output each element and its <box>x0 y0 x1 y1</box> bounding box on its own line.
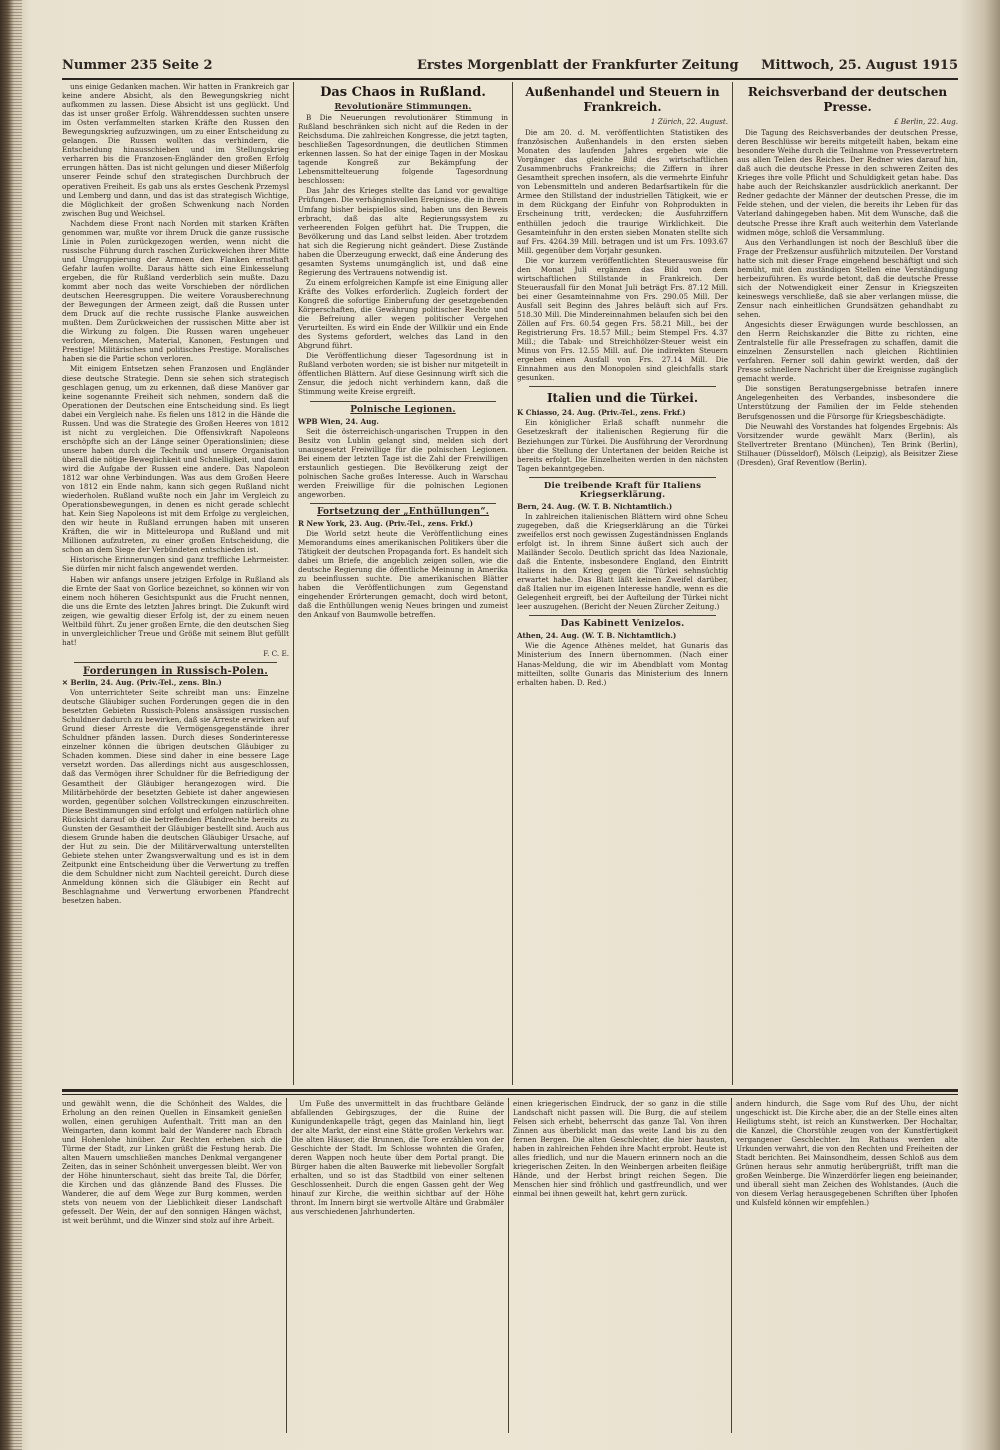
article-dateline: WPB Wien, 24. Aug. <box>298 416 379 426</box>
article-headline: Polnische Legionen. <box>350 404 456 415</box>
column-rule <box>732 82 733 1085</box>
article-paragraph: Seit die österreichisch-ungarischen Truppen in den Besitz von Lublin gelangt sind, melden sich dort unausgesetzt Freiwillige für die polnischen Legionen. Bei einem der letzten Tage ist die Zahl der Freiwilligen erstaunlich gestiegen. Die Bevölkerung zeigt der polnischen Sache großes Interesse. Auch in Warschau werden Freiwillige für die polnischen Legionen angeworben. <box>298 426 508 499</box>
column-1 <box>62 82 289 1082</box>
feuilleton-text: Um Fuße des unvermittelt in das fruchtbare Gelände abfallenden Gebirgszuges, der die Ruine der Kunigundenkapelle trägt, gegen das Mainland hin, liegt der alte Markt, der einst eine Stätte großen Verkehrs war. Die alten Häuser, die Brunnen, die Tore erzählen von der Geschichte der Stadt. Im Schlosse wohnten die Grafen, deren Wappen noch heute über dem Portal prangt. Die Bürger haben die alten Bauwerke mit liebevoller Sorgfalt erhalten, und so ist das Stadtbild von einer seltenen Geschlossenheit. Durch die engen Gassen geht der Weg hinauf zur Kirche, die weithin sichtbar auf der Höhe thront. Im Innern birgt sie wertvolle Altäre und Grabmäler aus verschiedenen Jahrhunderten. <box>291 1099 504 1216</box>
article-dateline: ✕ Berlin, 24. Aug. (Priv.-Tel., zens. Bln.) <box>62 678 222 687</box>
section-divider <box>529 477 716 478</box>
article-headline: Forderungen in Russisch-Polen. <box>83 665 268 677</box>
article-dateline: K Chiasso, 24. Aug. (Priv.-Tel., zens. Frkf.) <box>517 408 686 418</box>
section-divider <box>74 662 277 663</box>
article-paragraph: Haben wir anfangs unsere jetzigen Erfolge in Rußland als die Ernte der Saat von Gorlice bezeichnet, so können wir von einem noch höheren Gesichtspunkt aus die Frucht nennen, die uns die Ernte des letzten Jahres bringt. Die Zukunft wird zeigen, wie gewaltig dieser Erfolg ist, der zu einem neuen Weltbild führt. Zu jener großen Ernte, die den deutschen Sieg in unvergleichlicher Treue und Größe mit seinem Blut gefüllt hat! <box>62 574 289 647</box>
article-paragraph: Wie die Agence Athènes meldet, hat Gunaris das Ministerium des Innern übernommen. (Nach einer Hanas-Meldung, die wir im Abendblatt vom Montag mitteilten, sollte Gunaris das Ministerium des Innern erhalten haben. D. Red.) <box>517 641 728 687</box>
article-paragraph: Die am 20. d. M. veröffentlichten Statistiken des französischen Außenhandels in den ersten sieben Monaten des laufenden Jahres ergeben wie die Vorgänger das gleiche Bild des wirtschaftlichen Zusammenbruchs Frankreichs; die Ziffern in ihrer Gesamtheit sprechen insofern, als die vermehrte Einfuhr von Lebensmitteln und anderen Bedarfsartikeln für die Armee den Stillstand der industriellen Tätigkeit, wie er in dem Rückgang der Einfuhr von Rohprodukten in Erscheinung tritt, verdecken; die Ausfuhrziffern enthüllen jedoch die traurige Wirklichkeit. Die Gesamteinfuhr in den ersten sieben Monaten stellte sich auf Frs. 4264.39 Mill. betragen und ist um Frs. 1093.67 Mill. gegenüber dem Vorjahr gesunken. <box>517 128 728 255</box>
book-gutter <box>0 0 22 1450</box>
article-paragraph: Die Neuwahl des Vorstandes hat folgendes Ergebnis: Als Vorsitzender wurde gewählt Marx (Berlin), als Stellvertreter Brentano (München), Ten Brink (Berlin), Stilhauer (Düsseldorf), Mölsch (Leipzig), als Beisitzer Ziese (Dresden), Graf Reventlow (Berlin). <box>737 421 958 467</box>
article-headline: Reichsverband der deutschen Presse. <box>747 85 948 114</box>
article-paragraph: Die World setzt heute die Veröffentlichung eines Memorandums eines amerikanischen Politikers über die Tätigkeit der deutschen Propaganda fort. Es handelt sich dabei um Briefe, die angeblich zeigen sollen, wie die deutsche Regierung die öffentliche Meinung in Amerika zu beeinflussen suchte. Die amerikanischen Blätter haben die Veröffentlichungen zum Gegenstand eingehender Erörterungen gemacht, doch wird betont, daß die Enthüllungen wenig Neues bringen und zumeist den Ankauf von Baumwolle betreffen. <box>298 529 508 620</box>
article-headline: Italien und die Türkei. <box>546 391 699 406</box>
article-dateline: R New York, 23. Aug. (Priv.-Tel., zens. Frkf.) <box>298 519 474 529</box>
article-paragraph: Nachdem diese Front nach Norden mit starken Kräften genommen war, mußte vor ihrem Druck die ganze russische Linie in Polen zurückgezogen werden, wenn nicht die russische Führung durch raschen Zurückweichen ihrer Mitte und Umgruppierung der Armeen den Flanken ernsthaft Gefahr laufen wollte. Daraus hätte sich eine Einkesselung ergeben, die für Rußland verderblich sein mußte. Dazu kommt aber noch das weite Vorschieben der nördlichen deutschen Heeresgruppen. Die weitere Vorausberechnung der Bewegungen der Armeen zeigt, daß die Russen unter dem Druck auf die rechte russische Flanke ausweichen mußten. Dem Zurückweichen der russischen Mitte aber ist die Wirkung zu folgen. Die Russen waren ungeheuer verloren, Menschen, Material, Kanonen, Festungen und Prestige! Militärisches und politisches Prestige. Moralisches haben sie die Partie schon verloren. <box>62 218 289 364</box>
page-number: Nummer 235 Seite 2 <box>62 58 213 73</box>
author-initials: F. C. E. <box>263 648 289 658</box>
article-paragraph: Ein königlicher Erlaß schafft nunmehr die Gesetzeskraft der italienischen Regierung für die Beziehungen zur Türkei. Die Ausführung der Verordnung über die Stellung der Untertanen der beiden Reiche ist bereits erfolgt. Die Einzelheiten werden in den nächsten Tagen bekanntgegeben. <box>517 418 728 473</box>
article-headline: Das Chaos in Rußland. <box>320 85 486 100</box>
article-dateline: 1 Zürich, 22. August. <box>650 117 728 126</box>
feuilleton-rule-thin <box>62 1094 958 1095</box>
section-divider <box>529 615 716 616</box>
issue-date: Mittwoch, 25. August 1915 <box>761 58 958 73</box>
feuilleton-text: und gewählt wenn, die die Schönheit des Waldes, die Erholung an den reinen Quellen in Einsamkeit genießen wollen, einen geruhigen Aufenthalt. Tritt man an den Weingarten, dann kommt bald der Wanderer nach Ebrach und Hohenlohe hinüber. Zur Rechten erheben sich die Türme der Stadt, zur Linken grüßt die Festung herab. Die alten Mauern umschließen manches Denkmal vergangener Zeiten, das in seiner Schönheit unvergessen bleibt. Wer von der Höhe hinunterschaut, sieht das breite Tal, die Dörfer, die Kirchen und das glänzende Band des Flusses. Die Wanderer, die auf dem Wege zur Burg kommen, werden stets von neuem von der Lieblichkeit dieser Landschaft gefesselt. Der Wein, der auf den sonnigen Hängen wächst, ist weit berühmt, und die Winzer sind stolz auf ihre Arbeit. <box>62 1099 282 1225</box>
article-paragraph: Das Jahr des Krieges stellte das Land vor gewaltige Prüfungen. Die verhängnisvollen Ereignisse, die in ihrem Umfang bisher beispiellos sind, haben uns den Beweis erbracht, daß das alte Regierungssystem zu verheerenden Folgen geführt hat. Die Truppen, die Bevölkerung und das Land selbst leiden. Aber trotzdem hat sich die Regierung nicht geändert. Diese Zustände haben die Überzeugung erweckt, daß eine Änderung des gesamten Systems unumgänglich ist, und daß eine Regierung des Vertrauens notwendig ist. <box>298 186 508 277</box>
article-dateline: £ Berlin, 22. Aug. <box>893 117 958 126</box>
article-paragraph: Die Veröffentlichung dieser Tagesordnung ist in Rußland verboten worden; sie ist bisher nur mitgeteilt in öffentlichen Blättern. Auf diese Gesinnung wirft sich die Zensur, die jedoch nicht verhindern kann, daß die Stimmung weite Kreise ergreift. <box>298 351 508 397</box>
article-paragraph: Mit einigem Entsetzen sehen Franzosen und Engländer diese deutsche Strategie. Denn sie sehen sich strategisch geschlagen genug, um zu erkennen, daß diese Manöver gar keine sogenannte Freiheit sich nehmen, sondern daß die Operationen der Deutschen eine Entscheidung sind. Es liegt dabei ein Vergleich nahe. Es fielen uns 1812 in die Hände die Russen. Und was die Strategie des Großen Heeres von 1812 ist nicht zu vergleichen. Die Offensivkraft Napoleons erschöpfte sich an der Länge seiner Operationslinien; diese unsere haben durch die Technik und unsere Organisation überall die nötige Beweglichkeit und Schnelligkeit, und damit wird die Aufgabe der Russen eine andere. Das Napoleon 1812 war ohne Verbindungen. Was aus dem Großen Heere von 1812 ein Ende nahm, kann sich gegen Rußland nicht wiederholen. Rußland wußte noch ein Jahr im Vergleich zu Operationsbewegungen, in denen es nicht gerade schlecht hat. Kein Sieg Napoleons ist mit dem Erfolge zu vergleichen, den wir heute in Rußland errungen haben mit unseren Kräften, die wir in Mitteleuropa und Rußland und mit Millionen aufzutreten, zu einer großen Entscheidung, die schon an dem Siege der Verbündeten entschieden ist. <box>62 364 289 555</box>
article-paragraph: B Die Neuerungen revolutionärer Stimmung in Rußland beschränken sich nicht auf die Reden in der Reichsduma. Die zahlreichen Kongresse, die jetzt tagten, beschließen Tagesordnungen, die deutlichen Stimmen erkennen lassen. So hat der einige Tagen in der Moskau tagende Kongreß zur Bekämpfung der Lebensmittelteuerung folgende Tagesordnung beschlossen: <box>298 113 508 186</box>
column-4 <box>737 82 958 1082</box>
feuilleton-column-3 <box>513 1099 727 1433</box>
article-headline: Fortsetzung der „Enthüllungen“. <box>316 506 490 517</box>
article-paragraph: Zu einem erfolgreichen Kampfe ist eine Einigung aller Kräfte des Volkes erforderlich. Zugleich fordert der Kongreß die sofortige Einberufung der gesetzgebenden Körperschaften, die Gewährung politischer Rechte und die Befreiung aller wegen politischer Vergehen Verurteilten. Es wird ein Ende der Willkür und ein Ende des Systems gefordert, welches das Land in den Abgrund führt. <box>298 277 508 351</box>
column-2 <box>298 82 508 1082</box>
header-rule <box>62 78 958 80</box>
feuilleton-column-2 <box>291 1099 504 1433</box>
article-paragraph: Angesichts dieser Erwägungen wurde beschlossen, an den Herrn Reichskanzler die Bitte zu richten, eine Zentralstelle für alle Pressefragen zu schaffen, damit die einzelnen Zensurstellen nach gleichen Richtlinien verfahren. Ferner soll dahin gewirkt werden, daß der Presse schnellere Nachricht über die Ereignisse zugänglich gemacht werde. <box>737 320 958 384</box>
feuilleton-text: einen kriegerischen Eindruck, der so ganz in die stille Landschaft nicht passen will. Die Burg, die auf steilem Felsen sich erhebt, beherrscht das ganze Tal. Von ihren Zinnen aus überblickt man das weite Land bis zu den fernen Bergen. Die alten Geschlechter, die hier hausten, haben in zahlreichen Fehden ihre Macht erprobt. Heute ist alles friedlich, und nur die Mauern erinnern noch an die kriegerischen Zeiten. In den Weinbergen arbeiten fleißige Hände, und der Herbst bringt reichen Segen. Die Menschen hier sind fröhlich und gastfreundlich, und wer einmal bei ihnen geweilt hat, kehrt gern zurück. <box>513 1099 727 1198</box>
feuilleton-text: andern hindurch, die Sage vom Ruf des Uhu, der nicht ungeschickt ist. Die Kirche aber, die an der Stelle eines alten Heiligtums steht, ist reich an Kunstwerken. Der Hochaltar, die Kanzel, die Chorstühle zeugen von der Kunstfertigkeit vergangener Geschlechter. Im Rathaus werden alte Urkunden verwahrt, die von den Rechten und Freiheiten der Stadt berichten. Bei Mainsondheim, dessen Schloß aus dem Grünen heraus sehr anmutig herübergrüßt, trifft man die großen Weinberge. Die Winzerdörfer liegen eng beieinander, und überall sieht man Zeichen des Wohlstandes. (Auch die von diesem Verlag herausgegebenen Schriften über Iphofen und Kulsfeld können wir empfehlen.) <box>736 1099 958 1207</box>
article-subhead: Revolutionäre Stimmungen. <box>334 101 472 111</box>
feuilleton-rule <box>62 1089 958 1092</box>
section-divider <box>529 386 716 387</box>
article-paragraph: Aus den Verhandlungen ist noch der Beschluß über die Frage der Preßzensur ausführlich mitzuteilen. Der Vorstand hatte sich mit dieser Frage eingehend beschäftigt und sich bemüht, mit den zuständigen Stellen eine Verständigung herbeizuführen. Es wurde betont, daß die deutsche Presse sich der Notwendigkeit einer Zensur in Kriegszeiten keineswegs verschließe, daß sie aber verlangen müsse, die Zensur nach einheitlichen Grundsätzen gehandhabt zu sehen. <box>737 237 958 319</box>
newspaper-title: Erstes Morgenblatt der Frankfurter Zeitung <box>417 58 739 73</box>
article-paragraph: In zahlreichen italienischen Blättern wird ohne Scheu zugegeben, daß die Kriegserklärung an die Türkei zweifellos erst noch gewissen Zugeständnissen Englands erfolgt ist. In ihrem Sinne äußert sich auch der Mailänder Secolo. Deutlich spricht das Idea Nazionale, daß die Entente, insbesondere England, den Eintritt Italiens in den Krieg gegen die Türkei sehnsüchtig erwartet habe. Das Blatt läßt keinen Zweifel darüber, daß Italien nur im eigenen Interesse handle, wenn es die Gelegenheit ergreift, bei der Aufteilung der Türkei nicht leer auszugehen. (Bericht der Neuen Zürcher Zeitung.) <box>517 511 728 612</box>
column-rule <box>508 1098 509 1433</box>
column-rule <box>293 82 294 1085</box>
article-paragraph: uns einige Gedanken machen. Wir hatten in Frankreich gar keine andere Absicht, als den Bewegungskrieg nicht aufkommen zu lassen. Diese Absicht ist uns geglückt. Und das ist unser großer Erfolg. Währenddessen suchten unsere im Osten verfammelten starken Kräfte den Russen den Bewegungskrieg aufzuzwingen, um zu einer Entscheidung zu gelangen. Die Russen wollten das verhindern, die Entscheidung hinausschieben und im Stellungskrieg verharren bis die Franzosen-Engländer den großen Erfolg errungen hätten. Das ist nicht gelungen und dieser Mißerfolg unserer Feinde schuf den strategischen Durchbruch der operativen Freiheit. Es gab uns als erstes Geschenk Przemysl und Lemberg und dann, und das ist das strategisch Wichtige, die Möglichkeit der großen Schwenkung nach Norden zwischen Bug und Weichsel. <box>62 82 289 218</box>
column-3 <box>517 82 728 1082</box>
column-rule <box>512 82 513 1085</box>
section-divider <box>310 401 496 402</box>
feuilleton-column-4 <box>736 1099 958 1433</box>
article-paragraph: Historische Erinnerungen sind ganz treffliche Lehrmeister. Sie dürfen mir nicht falsch angewendet werden. <box>62 555 289 574</box>
article-paragraph: Die sonstigen Beratungsergebnisse betrafen innere Angelegenheiten des Verbandes, insbesondere die Unterstützung der Familien der im Felde stehenden Berufsgenossen und die Fürsorge für Kriegsbeschädigte. <box>737 384 958 421</box>
article-paragraph: Die vor kurzem veröffentlichten Steuerausweise für den Monat Juli ergänzen das Bild von dem wirtschaftlichen Stillstande in Frankreich. Der Steuerausfall für den Monat Juli beträgt Frs. 87.12 Mill. bei einer Gesamteinnahme von Frs. 290.05 Mill. Der Ausfall seit Beginn des Jahres beläuft sich auf Frs. 518.30 Mill. Die Mindereinnahmen belaufen sich bei den Zöllen auf Frs. 60.54 gegen Frs. 58.21 Mill., bei der Registrierung Frs. 18.57 Mill.; beim Stempel Frs. 4.37 Mill.; die Tabak- und Streichhölzer-Steuer weist ein Minus von Frs. 12.55 Mill. auf. Die indirekten Steuern ergeben einen Ausfall von Frs. 27.14 Mill. Die Einnahmen aus den Monopolen sind gleichfalls stark gesunken. <box>517 255 728 383</box>
section-divider <box>310 503 496 504</box>
page-header <box>62 58 958 78</box>
article-paragraph: Die Tagung des Reichsverbandes der deutschen Presse, deren Beschlüsse wir bereits mitgeteilt haben, bekam eine besondere Weihe durch die Teilnahme von Pressevertretern aus allen Teilen des Reiches. Der Redner wies darauf hin, daß auch die deutsche Presse in den schweren Zeiten des Krieges ihre volle Pflicht und Schuldigkeit getan habe. Das habe auch der Reichskanzler ausdrücklich anerkannt. Der Redner gedachte der Männer der deutschen Presse, die im Felde stehen, und der vielen, die bereits ihr Leben für das Vaterland dahingegeben haben. Mit dem Wunsche, daß die deutsche Presse ihre Kraft auch weiterhin dem Vaterlande widmen möge, schloß die Versammlung. <box>737 128 958 237</box>
column-rule <box>731 1098 732 1433</box>
article-headline: Das Kabinett Venizelos. <box>560 619 685 630</box>
article-headline: Außenhandel und Steuern in Frankreich. <box>525 85 720 114</box>
column-rule <box>286 1098 287 1433</box>
article-paragraph: Von unterrichteter Seite schreibt man uns: Einzelne deutsche Gläubiger suchen Forderungen gegen die in den besetzten Gebieten Russisch-Polens ansässigen russischen Schuldner dadurch zu bewirken, daß sie Arreste erwirken auf Grund dieser Arreste die Vermögensgegenstände ihrer Schuldner pfänden lassen. Durch dieses Sonderinteresse einzelner können die übrigen deutschen Gläubiger zu Schaden kommen. Diese sind daher in eine bessere Lage versetzt worden. Das allerdings nicht aus ausgeschlossen, daß das Vermögen ihrer Schuldner für die Befriedigung der Gesamtheit der Gläubiger herangezogen wird. Die Militärbehörde der besetzten Gebiete ist daher angewiesen worden, gegenüber solchen Vollstreckungen einzuschreiten. Diese Bestimmungen sind erfolgt und erfolgen natürlich ohne Rücksicht darauf ob die betreffenden Pfandrechte bereits zu Gunsten der Gesamtheit der Gläubiger bestellt sind. Auch aus diesem Grunde haben die deutschen Gläubiger Ursache, auf der Hut zu sein. Die der Militärverwaltung unterstellten Gebiete stehen unter Zwangsverwaltung und es ist in dem Zeitpunkt eine Entscheidung über die Verwertung zu treffen die dem Schuldner nicht zum Nachteil gereicht. Durch diese Anmeldung können sich die Gläubiger ein Recht auf Beschlagnahme und Verwertung erworbenen Pfandrecht besetzen haben. <box>62 688 289 906</box>
article-dateline: Bern, 24. Aug. (W. T. B. Nichtamtlich.) <box>517 501 673 511</box>
feuilleton-column-1 <box>62 1099 282 1433</box>
article-dateline: Athen, 24. Aug. (W. T. B. Nichtamtlich.) <box>517 631 677 641</box>
article-headline: Die treibende Kraft für Italiens Kriegserklärung. <box>543 480 702 500</box>
